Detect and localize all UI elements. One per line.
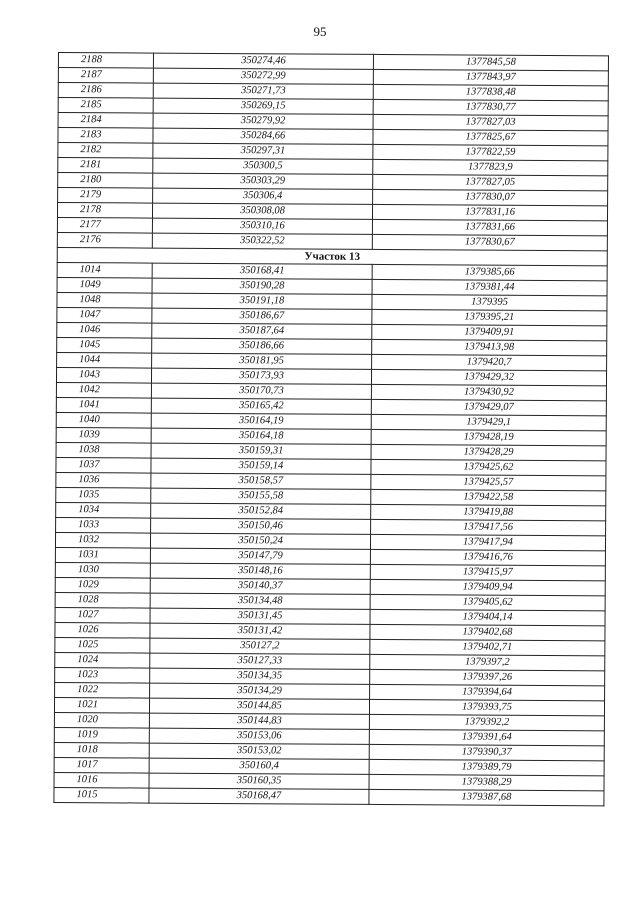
point-number-cell: 2178 [57, 203, 152, 219]
x-coordinate-cell: 350165,42 [151, 398, 371, 414]
x-coordinate-cell: 350153,02 [149, 743, 369, 759]
y-coordinate-cell: 1379429,1 [371, 414, 606, 430]
point-number-cell: 1036 [56, 472, 151, 488]
x-coordinate-cell: 350271,73 [153, 83, 373, 99]
point-number-cell: 1043 [56, 367, 151, 383]
x-coordinate-cell: 350164,18 [151, 428, 371, 444]
x-coordinate-cell: 350144,85 [149, 698, 369, 714]
y-coordinate-cell: 1379429,32 [371, 369, 606, 385]
y-coordinate-cell: 1379428,19 [371, 429, 606, 445]
x-coordinate-cell: 350148,16 [150, 563, 370, 579]
x-coordinate-cell: 350152,84 [151, 503, 371, 519]
point-number-cell: 2179 [58, 188, 153, 204]
y-coordinate-cell: 1377831,16 [372, 204, 607, 220]
x-coordinate-cell: 350134,35 [150, 668, 370, 684]
y-coordinate-cell: 1379395 [372, 294, 607, 310]
x-coordinate-cell: 350131,42 [150, 623, 370, 639]
x-coordinate-cell: 350173,93 [151, 368, 371, 384]
y-coordinate-cell: 1379402,68 [370, 624, 605, 640]
point-number-cell: 2181 [58, 158, 153, 174]
table-body-bottom [54, 262, 607, 805]
y-coordinate-cell: 1379394,64 [370, 684, 605, 700]
y-coordinate-cell: 1379381,44 [372, 279, 607, 295]
x-coordinate-cell: 350170,73 [151, 383, 371, 399]
y-coordinate-cell: 1379402,71 [370, 639, 605, 655]
point-number-cell: 1037 [56, 457, 151, 473]
x-coordinate-cell: 350274,46 [153, 53, 373, 69]
y-coordinate-cell: 1379428,29 [371, 444, 606, 460]
point-number-cell: 1026 [55, 622, 150, 638]
y-coordinate-cell: 1379425,57 [371, 474, 606, 490]
coordinates-table [53, 52, 609, 806]
y-coordinate-cell: 1379397,26 [370, 669, 605, 685]
y-coordinate-cell: 1377830,07 [373, 189, 608, 205]
point-number-cell: 1017 [54, 757, 149, 773]
point-number-cell: 1014 [57, 262, 152, 278]
point-number-cell: 1031 [55, 547, 150, 563]
x-coordinate-cell: 350127,2 [150, 638, 370, 654]
table-body-top [57, 53, 608, 251]
x-coordinate-cell: 350158,57 [151, 473, 371, 489]
x-coordinate-cell: 350269,15 [153, 98, 373, 114]
x-coordinate-cell: 350150,46 [151, 518, 371, 534]
y-coordinate-cell: 1379409,91 [372, 324, 607, 340]
x-coordinate-cell: 350131,45 [150, 608, 370, 624]
y-coordinate-cell: 1379391,64 [369, 729, 604, 745]
point-number-cell: 2187 [58, 68, 153, 84]
y-coordinate-cell: 1379430,92 [371, 384, 606, 400]
y-coordinate-cell: 1379415,97 [370, 564, 605, 580]
point-number-cell: 1035 [56, 487, 151, 503]
x-coordinate-cell: 350168,47 [149, 788, 369, 804]
x-coordinate-cell: 350181,95 [152, 353, 372, 369]
point-number-cell: 1027 [55, 607, 150, 623]
point-number-cell: 2176 [57, 232, 152, 248]
point-number-cell: 1030 [55, 562, 150, 578]
point-number-cell: 1023 [55, 667, 150, 683]
x-coordinate-cell: 350153,06 [149, 728, 369, 744]
y-coordinate-cell: 1379422,58 [371, 489, 606, 505]
x-coordinate-cell: 350310,16 [152, 218, 372, 234]
section-title: Участок 13 [57, 247, 607, 265]
page-number: 95 [313, 24, 327, 39]
x-coordinate-cell: 350134,48 [150, 593, 370, 609]
y-coordinate-cell: 1379397,2 [370, 654, 605, 670]
x-coordinate-cell: 350144,83 [149, 713, 369, 729]
point-number-cell: 1022 [55, 682, 150, 698]
point-number-cell: 1046 [57, 322, 152, 338]
point-number-cell: 1016 [54, 772, 149, 788]
x-coordinate-cell: 350186,66 [152, 338, 372, 354]
point-number-cell: 1015 [54, 787, 149, 803]
y-coordinate-cell: 1379404,14 [370, 609, 605, 625]
x-coordinate-cell: 350272,99 [153, 68, 373, 84]
x-coordinate-cell: 350186,67 [152, 308, 372, 324]
y-coordinate-cell: 1377845,58 [373, 54, 608, 70]
point-number-cell: 1025 [55, 637, 150, 653]
point-number-cell: 1034 [56, 502, 151, 518]
point-number-cell: 2183 [58, 128, 153, 144]
x-coordinate-cell: 350191,18 [152, 293, 372, 309]
point-number-cell: 1038 [56, 442, 151, 458]
point-number-cell: 1048 [57, 292, 152, 308]
y-coordinate-cell: 1379413,98 [372, 339, 607, 355]
point-number-cell: 2185 [58, 98, 153, 114]
x-coordinate-cell: 350297,31 [153, 143, 373, 159]
x-coordinate-cell: 350322,52 [152, 233, 372, 249]
point-number-cell: 1045 [57, 337, 152, 353]
point-number-cell: 1049 [57, 277, 152, 293]
y-coordinate-cell: 1379409,94 [370, 579, 605, 595]
x-coordinate-cell: 350284,66 [153, 128, 373, 144]
y-coordinate-cell: 1377827,03 [373, 114, 608, 130]
point-number-cell: 1021 [54, 697, 149, 713]
y-coordinate-cell: 1379420,7 [372, 354, 607, 370]
point-number-cell: 1044 [57, 352, 152, 368]
x-coordinate-cell: 350168,41 [152, 263, 372, 279]
point-number-cell: 1041 [56, 397, 151, 413]
x-coordinate-cell: 350159,31 [151, 443, 371, 459]
point-number-cell: 2184 [58, 113, 153, 129]
y-coordinate-cell: 1379416,76 [370, 549, 605, 565]
point-number-cell: 1029 [55, 577, 150, 593]
point-number-cell: 1039 [56, 427, 151, 443]
point-number-cell: 1020 [54, 712, 149, 728]
y-coordinate-cell: 1379425,62 [371, 459, 606, 475]
x-coordinate-cell: 350164,19 [151, 413, 371, 429]
x-coordinate-cell: 350308,08 [152, 203, 372, 219]
point-number-cell: 2177 [57, 217, 152, 233]
x-coordinate-cell: 350159,14 [151, 458, 371, 474]
point-number-cell: 1019 [54, 727, 149, 743]
y-coordinate-cell: 1377838,48 [373, 84, 608, 100]
y-coordinate-cell: 1379419,88 [371, 504, 606, 520]
x-coordinate-cell: 350190,28 [152, 278, 372, 294]
x-coordinate-cell: 350279,92 [153, 113, 373, 129]
y-coordinate-cell: 1377831,66 [372, 219, 607, 235]
y-coordinate-cell: 1379385,66 [372, 264, 607, 280]
x-coordinate-cell: 350155,58 [151, 488, 371, 504]
table-row [54, 787, 604, 805]
y-coordinate-cell: 1377827,05 [373, 174, 608, 190]
y-coordinate-cell: 1377843,97 [373, 69, 608, 85]
point-number-cell: 2180 [58, 173, 153, 189]
point-number-cell: 1024 [55, 652, 150, 668]
point-number-cell: 1028 [55, 592, 150, 608]
point-number-cell: 1047 [57, 307, 152, 323]
y-coordinate-cell: 1379388,29 [369, 774, 604, 790]
y-coordinate-cell: 1379417,56 [371, 519, 606, 535]
point-number-cell: 1040 [56, 412, 151, 428]
y-coordinate-cell: 1379429,07 [371, 399, 606, 415]
point-number-cell: 1018 [54, 742, 149, 758]
y-coordinate-cell: 1377823,9 [373, 159, 608, 175]
point-number-cell: 2188 [58, 53, 153, 69]
y-coordinate-cell: 1379417,94 [370, 534, 605, 550]
y-coordinate-cell: 1377825,67 [373, 129, 608, 145]
x-coordinate-cell: 350187,64 [152, 323, 372, 339]
x-coordinate-cell: 350160,35 [149, 773, 369, 789]
y-coordinate-cell: 1377822,59 [373, 144, 608, 160]
point-number-cell: 1042 [56, 382, 151, 398]
x-coordinate-cell: 350147,79 [150, 548, 370, 564]
x-coordinate-cell: 350150,24 [150, 533, 370, 549]
y-coordinate-cell: 1379395,21 [372, 309, 607, 325]
y-coordinate-cell: 1379392,2 [369, 714, 604, 730]
point-number-cell: 2182 [58, 143, 153, 159]
x-coordinate-cell: 350303,29 [153, 173, 373, 189]
x-coordinate-cell: 350300,5 [153, 158, 373, 174]
y-coordinate-cell: 1379387,68 [369, 789, 604, 805]
x-coordinate-cell: 350160,4 [149, 758, 369, 774]
y-coordinate-cell: 1377830,67 [372, 234, 607, 250]
coordinates-table-container [53, 52, 608, 806]
y-coordinate-cell: 1379389,79 [369, 759, 604, 775]
y-coordinate-cell: 1379393,75 [369, 699, 604, 715]
y-coordinate-cell: 1379390,37 [369, 744, 604, 760]
point-number-cell: 1033 [56, 517, 151, 533]
x-coordinate-cell: 350306,4 [153, 188, 373, 204]
x-coordinate-cell: 350134,29 [150, 683, 370, 699]
point-number-cell: 2186 [58, 83, 153, 99]
y-coordinate-cell: 1379405,62 [370, 594, 605, 610]
y-coordinate-cell: 1377830,77 [373, 99, 608, 115]
point-number-cell: 1032 [55, 532, 150, 548]
x-coordinate-cell: 350127,33 [150, 653, 370, 669]
x-coordinate-cell: 350140,37 [150, 578, 370, 594]
